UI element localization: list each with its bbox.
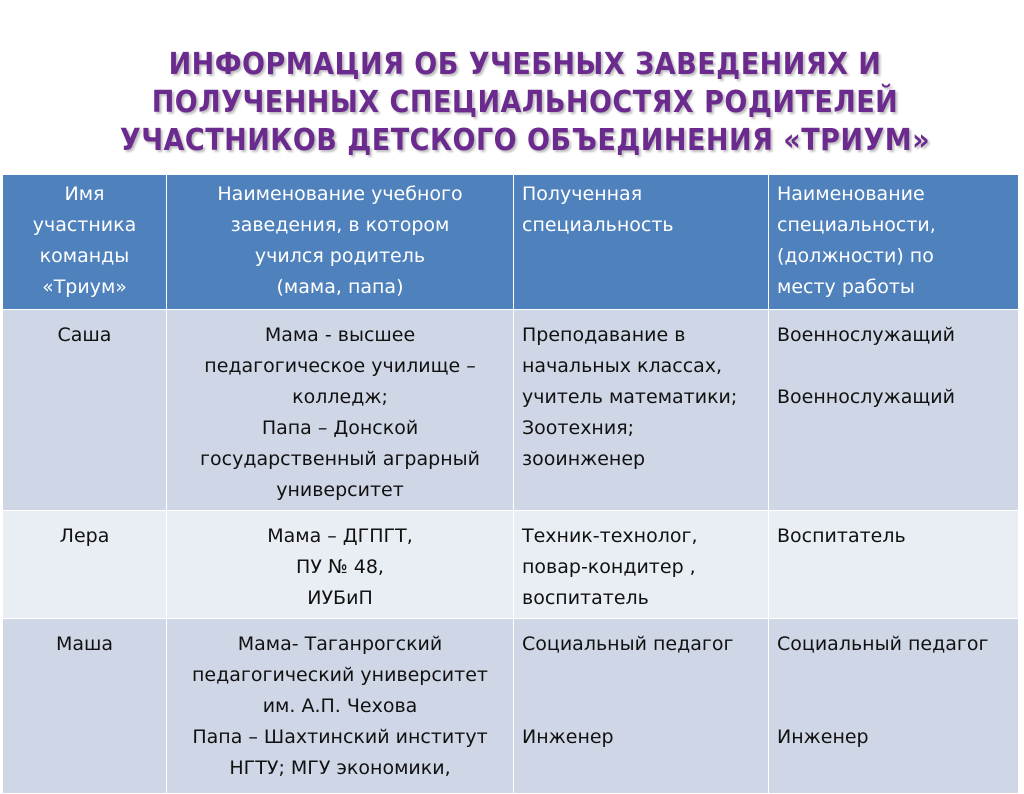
spacer xyxy=(777,691,1010,722)
cell-text-line: начальных классах, xyxy=(522,355,723,377)
title-line-2: ПОЛУЧЕННЫХ СПЕЦИАЛЬНОСТЯХ РОДИТЕЛЕЙ xyxy=(151,85,899,120)
table-header-row xyxy=(3,175,1019,310)
cell-text-line: Социальный педагог xyxy=(777,633,989,655)
cell-text-line: Мама- Таганрогский xyxy=(237,633,443,655)
cell-text-line: Инженер xyxy=(522,726,614,748)
cell-text-line: государственный аграрный xyxy=(200,448,480,470)
cell-name: Саша xyxy=(3,310,167,511)
title-line-1: ИНФОРМАЦИЯ ОБ УЧЕБНЫХ ЗАВЕДЕНИЯХ И xyxy=(168,47,882,82)
header-text-line: Наименование xyxy=(777,183,925,205)
cell-institution xyxy=(167,619,514,794)
cell-text-line: Зоотехния; xyxy=(522,417,635,439)
cell-text-line: Военнослужащий xyxy=(777,386,956,408)
cell-text-line: НГТУ; МГУ экономики, xyxy=(229,757,451,779)
header-text-line: Имя xyxy=(64,183,105,205)
header-text-line: Полученная xyxy=(522,183,643,205)
cell-name: Лера xyxy=(3,511,167,619)
header-text-line: (должности) по xyxy=(777,245,934,267)
header-text-line: Наименование учебного xyxy=(217,183,463,205)
cell-text-line: учитель математики; xyxy=(522,386,738,408)
cell-position xyxy=(769,511,1019,619)
cell-text-line: Мама – ДГПГТ, xyxy=(267,525,413,547)
header-participant-name xyxy=(3,175,167,310)
spacer xyxy=(777,351,1010,382)
header-text-line: учился родитель xyxy=(254,245,426,267)
header-text-line: месту работы xyxy=(777,276,915,298)
cell-text-line: Преподавание в xyxy=(522,324,686,346)
cell-text-line: Социальный педагог xyxy=(522,633,734,655)
cell-text-line: им. А.П. Чехова xyxy=(262,695,418,717)
cell-text-line: ПУ № 48, xyxy=(296,556,384,578)
cell-text-line: повар-кондитер , xyxy=(522,556,696,578)
header-text-line: участника xyxy=(32,214,137,236)
header-position xyxy=(769,175,1019,310)
header-specialty xyxy=(514,175,769,310)
header-institution xyxy=(167,175,514,310)
header-text-line: команды xyxy=(39,245,130,267)
parents-education-table xyxy=(2,174,1019,794)
table-row xyxy=(3,619,1019,794)
cell-text-line: Папа – Донской xyxy=(261,417,419,439)
cell-position xyxy=(769,619,1019,794)
table-row xyxy=(3,310,1019,511)
cell-institution xyxy=(167,511,514,619)
cell-text-line: Военнослужащий xyxy=(777,324,956,346)
cell-specialty xyxy=(514,511,769,619)
header-text-line: специальности, xyxy=(777,214,936,236)
header-text-line: (мама, папа) xyxy=(276,276,404,298)
cell-position xyxy=(769,310,1019,511)
header-text-line: заведения, в котором xyxy=(230,214,450,236)
cell-text-line: Техник-технолог, xyxy=(522,525,698,547)
table-row xyxy=(3,511,1019,619)
cell-text-line: университет xyxy=(276,479,404,501)
cell-specialty xyxy=(514,310,769,511)
spacer xyxy=(522,691,760,722)
cell-text-line: Инженер xyxy=(777,726,869,748)
cell-text-line: колледж; xyxy=(292,386,388,408)
header-text-line: «Триум» xyxy=(42,276,127,298)
title-line-3: УЧАСТНИКОВ ДЕТСКОГО ОБЪЕДИНЕНИЯ «ТРИУМ» xyxy=(119,123,931,158)
cell-text-line: Мама - высшее xyxy=(264,324,416,346)
slide-title xyxy=(60,46,990,160)
cell-text-line: педагогическое училище – xyxy=(204,355,476,377)
cell-text-line: Папа – Шахтинский институт xyxy=(192,726,488,748)
cell-text-line: воспитатель xyxy=(522,587,649,609)
header-text-line: специальность xyxy=(522,214,674,236)
cell-text-line: ИУБиП xyxy=(307,587,373,609)
cell-text-line: педагогический университет xyxy=(192,664,488,686)
spacer xyxy=(522,660,760,691)
cell-specialty xyxy=(514,619,769,794)
cell-institution xyxy=(167,310,514,511)
cell-name: Маша xyxy=(3,619,167,794)
spacer xyxy=(777,660,1010,691)
cell-text-line: Воспитатель xyxy=(777,525,906,547)
cell-text-line: зооинженер xyxy=(522,448,646,470)
